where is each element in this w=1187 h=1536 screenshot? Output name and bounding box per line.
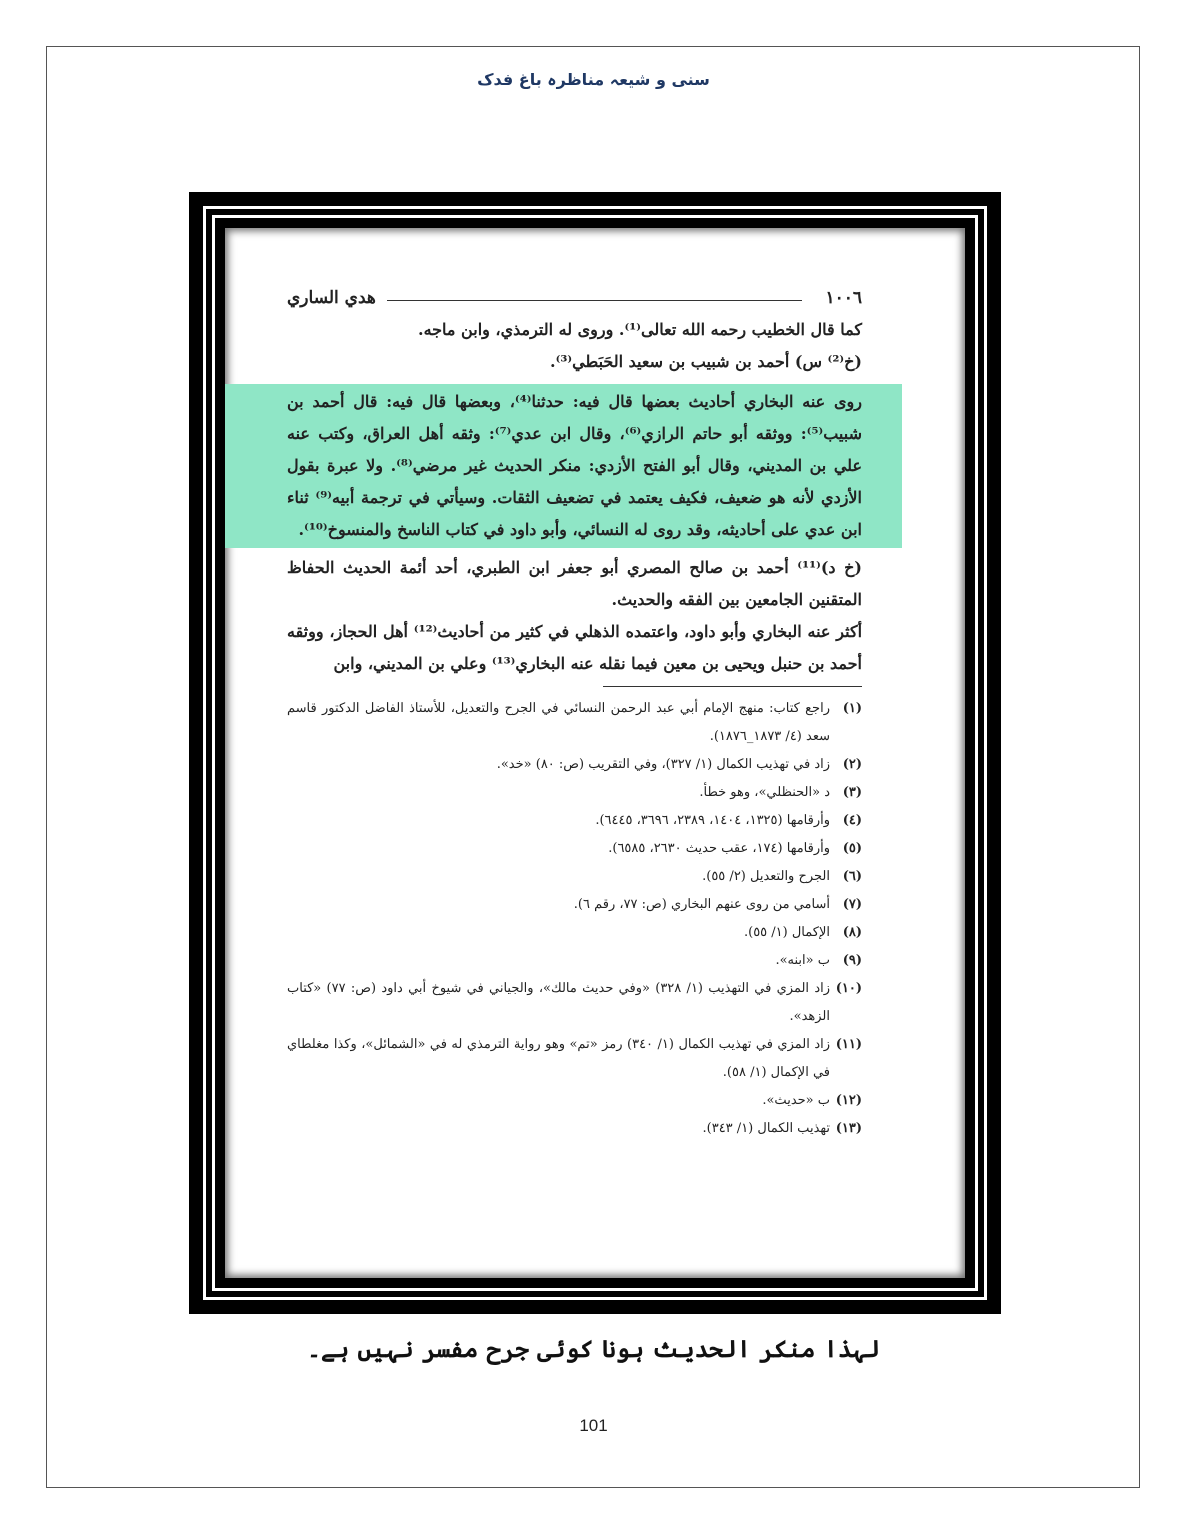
footnote	[287, 863, 862, 891]
footnote-text: ب «حديث».	[762, 1093, 830, 1108]
footnote	[287, 807, 862, 835]
footnote-number: (١٢)	[835, 1093, 862, 1108]
footnote-rule	[603, 686, 862, 687]
footnote-text: أسامي من روى عنهم البخاري (ص: ٧٧، رقم ٦).	[573, 897, 830, 912]
footnote-number: (١)	[842, 701, 862, 716]
body-paragraph: (خ⁽²⁾ س) أحمد بن شبيب بن سعيد الحَبَطي⁽³⁾.	[550, 352, 862, 371]
footnote	[287, 779, 862, 807]
scanned-page	[225, 228, 965, 1278]
footnote-number: (٨)	[842, 925, 862, 940]
footnote	[287, 975, 862, 1031]
footnote-number: (٤)	[842, 813, 862, 828]
urdu-caption: لہذا منکر الحدیث ہونا کوئی جرح مفسر نہیں ہے۔	[306, 1334, 881, 1363]
page-number: 101	[579, 1416, 608, 1435]
footnote-number: (٧)	[842, 897, 862, 912]
footnote-number: (١٣)	[835, 1121, 862, 1136]
body-paragraph: (خ د)⁽¹¹⁾ أحمد بن صالح المصري أبو جعفر ابن الطبري، أحد أئمة الحديث الحفاظ المتقنين الجامعين بين الفقه والحديث.	[287, 558, 862, 609]
running-head	[287, 288, 862, 314]
footnote-text: وأرقامها (١٣٢٥، ١٤٠٤، ٢٣٨٩، ٣٦٩٦، ٦٤٤٥).	[595, 813, 830, 828]
footnote-number: (١١)	[835, 1037, 862, 1052]
scanned-text-block	[287, 288, 862, 1258]
footnote	[287, 891, 862, 919]
footnote-number: (٣)	[842, 785, 862, 800]
footnote-number: (٦)	[842, 869, 862, 884]
running-head-title: هدي الساري	[287, 288, 376, 308]
footnote-text: زاد المزي في التهذيب (١/ ٣٢٨) «وفي حديث مالك»، والجياني في شيوخ أبي داود (ص: ٧٧) «كتاب الزهد».	[287, 981, 830, 1024]
footnote-text: الإكمال (١/ ٥٥).	[743, 925, 830, 940]
footnote	[287, 1115, 862, 1143]
footnote	[287, 751, 862, 779]
footnote	[287, 1087, 862, 1115]
footnote-text: ب «ابنه».	[775, 953, 830, 968]
highlighted-passage: روى عنه البخاري أحاديث بعضها قال فيه: حدثنا⁽⁴⁾، وبعضها قال فيه: قال أحمد بن شبيب⁽⁵⁾: ووثقه أبو حاتم الرازي⁽⁶⁾، وقال ابن عدي⁽⁷⁾: وثقه أهل العراق، وكتب عنه علي بن المديني، وقال أبو الفتح الأزدي: منكر الحديث غير مرضي⁽⁸⁾. ولا عبرة بقول الأزدي لأنه هو ضعيف، فكيف يعتمد في تضعيف الثقات. وسيأتي في ترجمة أبيه⁽⁹⁾ ثناء ابن عدي على أحاديثه، وقد روى له النسائي، وأبو داود في كتاب الناسخ والمنسوخ⁽¹⁰⁾.	[225, 384, 902, 548]
body-paragraph: كما قال الخطيب رحمه الله تعالى⁽¹⁾. وروى له الترمذي، وابن ماجه.	[418, 320, 862, 339]
running-head-rule	[387, 300, 802, 301]
footnote	[287, 835, 862, 863]
footnote-number: (٥)	[842, 841, 862, 856]
footnote	[287, 1031, 862, 1087]
footnotes-list	[287, 695, 862, 1143]
footnote-text: وأرقامها (١٧٤، عقب حديث ٢٦٣٠، ٦٥٨٥).	[608, 841, 830, 856]
footnote-text: الجرح والتعديل (٢/ ٥٥).	[702, 869, 830, 884]
footnote-number: (١٠)	[835, 981, 862, 996]
footnote-text: تهذيب الكمال (١/ ٣٤٣).	[702, 1121, 830, 1136]
footnote-number: (٩)	[842, 953, 862, 968]
footnote-text: د «الحنظلي»، وهو خطأ.	[699, 785, 830, 800]
body-paragraph: أكثر عنه البخاري وأبو داود، واعتمده الذهلي في كثير من أحاديث⁽¹²⁾ أهل الحجاز، ووثقه أحمد بن حنبل ويحيى بن معين فيما نقله عنه البخاري⁽¹³⁾ وعلي بن المديني، وابن	[287, 622, 863, 673]
page-header-title: سنی و شیعہ مناظرہ باغ فدک	[477, 70, 710, 89]
footnote	[287, 695, 862, 751]
footnote-text: راجع كتاب: منهج الإمام أبي عبد الرحمن النسائي في الجرح والتعديل، للأستاذ الفاضل الدكتور قاسم سعد (٤/ ١٨٧٣_١٨٧٦).	[287, 701, 830, 744]
footnote	[287, 919, 862, 947]
footnote-text: زاد المزي في تهذيب الكمال (١/ ٣٤٠) رمز «تم» وهو رواية الترمذي له في «الشمائل»، وكذا مغلطاي في الإكمال (١/ ٥٨).	[287, 1037, 830, 1080]
footnote	[287, 947, 862, 975]
scan-page-number: ١٠٠٦	[825, 288, 862, 308]
footnote-number: (٢)	[842, 757, 862, 772]
footnote-text: زاد في تهذيب الكمال (١/ ٣٢٧)، وفي التقريب (ص: ٨٠) «خد».	[496, 757, 830, 772]
scan-frame	[189, 192, 1001, 1314]
